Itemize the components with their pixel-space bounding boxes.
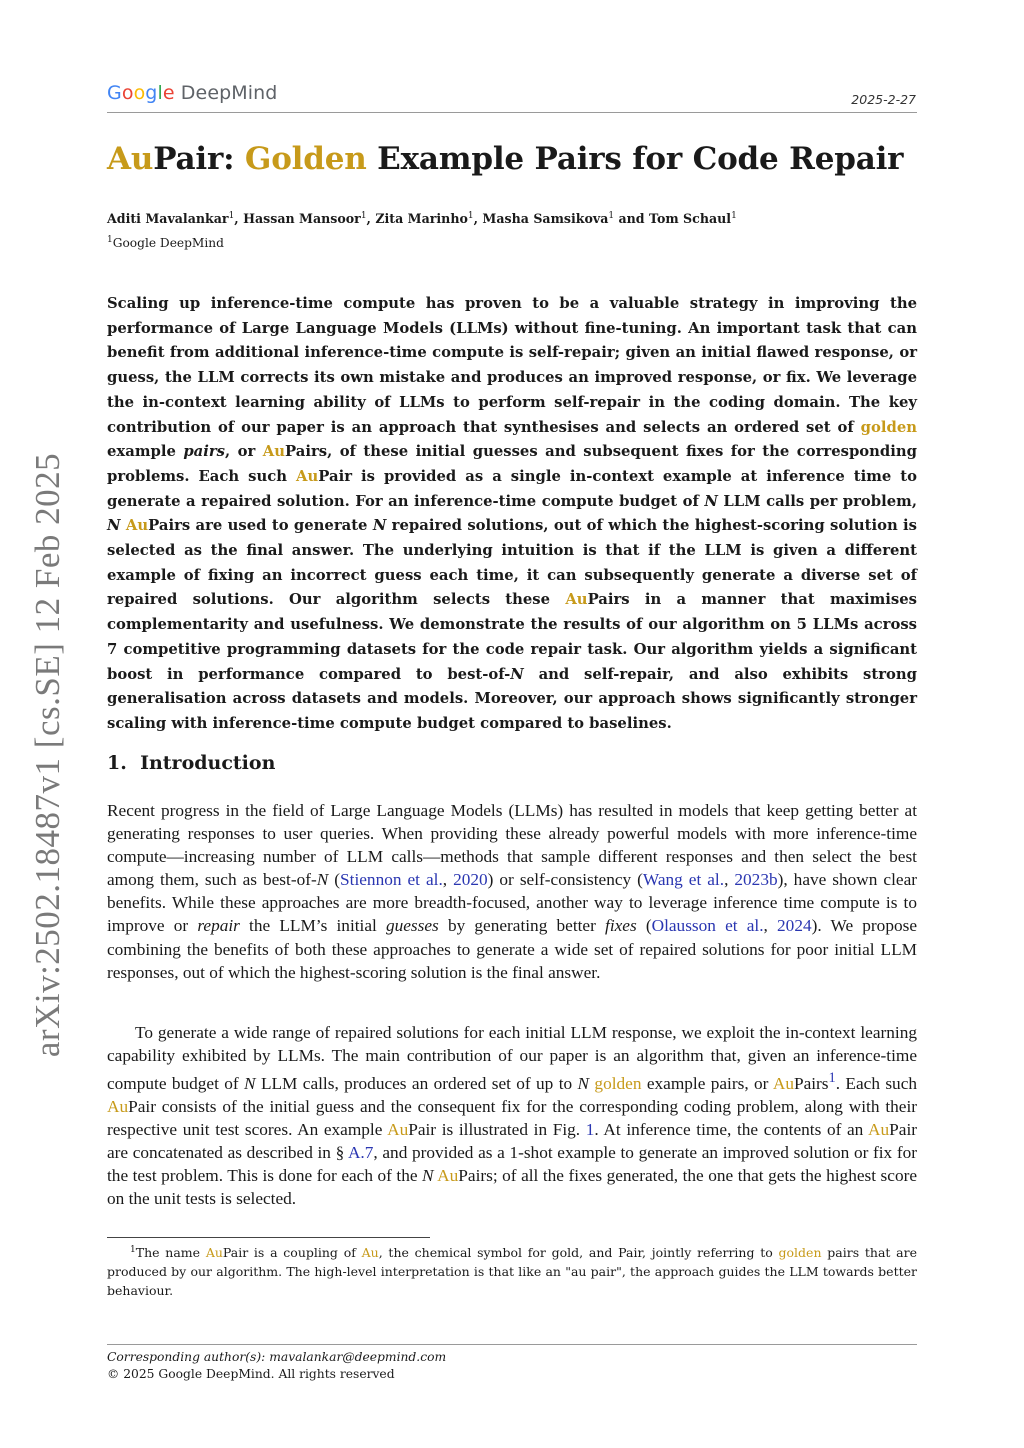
intro-paragraph-2: To generate a wide range of repaired solutions for each initial LLM response, we exploit the in-context learning capability exhibited by LLMs. The main contribution of our paper is an algorithm that, given an inference-time compute budget of N LLM calls, produces an ordered set of up to N golden example pairs, or AuPairs$^1$. Each such AuPair consists of the initial guess and the consequent fix for the corresponding coding problem, along with their respective unit test scores. An example AuPair is illustrated in Fig. 1. At inference time, the contents of an AuPair are concatenated as described in § A.7, and provided as a 1-shot example to generate an improved solution or fix for the test problem. This is done for each of the N AuPairs; of all the fixes generated, the one that gets the highest score on the unit tests is selected. bbox=[107, 1023, 918, 1209]
citation-link[interactable]: 2023b bbox=[734, 870, 778, 890]
intro-paragraph-1: Recent progress in the field of Large Language Models (LLMs) has resulted in models that keep getting better at generating responses to user queries. When providing these already powerful models with more inference-time compute—increasing number of LLM calls—methods that sample different responses and then select the best among them, such as best-of-N (Stiennon et al., 2020) or self-consistency (Wang et al., 2023b), have shown clear benefits. While these approaches are more breadth-focused, another way to leverage inference time compute is to improve or repair the LLM’s initial guesses by generating better fixes (Olausson et al., 2024). We propose combining the benefits of both these approaches to generate a wide set of repaired solutions for poor initial LLM responses, out of which the highest-scoring solution is the final answer. bbox=[107, 801, 917, 982]
footnote-divider bbox=[107, 1237, 430, 1238]
header-divider bbox=[107, 112, 917, 113]
arxiv-identifier: arXiv:2502.18487v1 [cs.SE] 12 Feb 2025 bbox=[28, 452, 67, 1058]
copyright: © 2025 Google DeepMind. All rights reserved bbox=[107, 1367, 395, 1381]
footnote: $^1$The name AuPair is a coupling of Au, the chemical symbol for gold, and Pair, jointly referring to golden pairs that are produced by our algorithm. The high-level interpretation is that like an "au pair", the approach guides the LLM towards better behaviour. bbox=[107, 1245, 917, 1299]
author-name: Aditi Mavalankar bbox=[107, 211, 229, 227]
publication-date: 2025-2-27 bbox=[851, 92, 916, 107]
footer-divider bbox=[107, 1344, 917, 1345]
citation-link[interactable]: Olausson et al. bbox=[651, 916, 764, 936]
citation-link[interactable]: 2020 bbox=[453, 870, 488, 890]
google-deepmind-logo: Google DeepMind bbox=[107, 82, 278, 104]
paper-title: AuPair: Golden Example Pairs for Code Repair bbox=[107, 141, 904, 177]
section-heading-introduction: 1. Introduction bbox=[107, 752, 276, 774]
author-name: Masha Samsikova bbox=[482, 211, 609, 227]
author-name: Tom Schaul bbox=[649, 211, 732, 227]
author-name: Hassan Mansoor bbox=[243, 211, 361, 227]
figure-link[interactable]: 1 bbox=[585, 1120, 595, 1140]
citation-link[interactable]: 2024 bbox=[777, 916, 812, 936]
author-list: Aditi Mavalankar$^1$, Hassan Mansoor$^1$, Zita Marinho$^1$, Masha Samsikova$^1$ and Tom Schaul$^1$ bbox=[107, 211, 737, 227]
citation-link[interactable]: Stiennon et al. bbox=[340, 870, 443, 890]
citation-link[interactable]: Wang et al. bbox=[642, 870, 725, 890]
footnote-link[interactable]: 1 bbox=[828, 1070, 836, 1087]
corresponding-author: Corresponding author(s): mavalankar@deepmind.com bbox=[107, 1350, 447, 1364]
appendix-link[interactable]: A.7 bbox=[347, 1143, 374, 1163]
affiliation: $^1$Google DeepMind bbox=[107, 235, 224, 251]
author-name: Zita Marinho bbox=[375, 211, 468, 227]
abstract: Scaling up inference-time compute has proven to be a valuable strategy in improving the performance of Large Language Models (LLMs) without fine-tuning. An important task that can benefit from additional inference-time compute is self-repair; given an initial flawed response, or guess, the LLM corrects its own mistake and produces an improved response, or fix. We leverage the in-context learning ability of LLMs to perform self-repair in the coding domain. The key contribution of our paper is an approach that synthesises and selects an ordered set of golden example pairs, or AuPairs, of these initial guesses and subsequent fixes for the corresponding problems. Each such AuPair is provided as a single in-context example at inference time to generate a repaired solution. For an inference-time compute budget of N LLM calls per problem, N AuPairs are used to generate N repaired solutions, out of which the highest-scoring solution is selected as the final answer. The underlying intuition is that if the LLM is given a different example of fixing an incorrect guess each time, it can subsequently generate a diverse set of repaired solutions. Our algorithm selects these AuPairs in a manner that maximises complementarity and usefulness. We demonstrate the results of our algorithm on 5 LLMs across 7 competitive programming datasets for the code repair task. Our algorithm yields a significant boost in performance compared to best-of-N and self-repair, and also exhibits strong generalisation across datasets and models. Moreover, our approach shows significantly stronger scaling with inference-time compute budget compared to baselines. bbox=[107, 295, 918, 732]
